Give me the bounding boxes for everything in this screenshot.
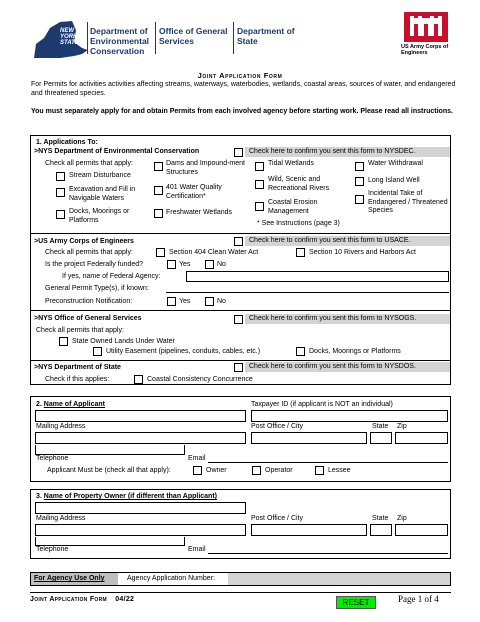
nysdos-confirm-label: Check here to confirm you sent this form to NYSDOS. — [249, 363, 416, 370]
federally-funded-label: Is the project Federally funded? — [45, 261, 144, 268]
incidental-take-checkbox[interactable] — [355, 195, 364, 204]
nysdec-confirm-checkbox[interactable] — [234, 148, 243, 157]
agency-use-label: For Agency Use Only — [34, 575, 105, 582]
federal-agency-label: If yes, name of Federal Agency: — [62, 273, 161, 280]
taxpayer-id-input[interactable] — [251, 410, 448, 422]
lessee-label: Lessee — [328, 467, 351, 474]
owner-city-input[interactable] — [251, 524, 367, 536]
owner-email-label: Email — [188, 546, 206, 553]
reset-button[interactable]: RESET — [336, 596, 376, 609]
castle-icon — [404, 12, 448, 42]
federal-agency-input[interactable] — [186, 271, 449, 282]
notice-text: You must separately apply for and obtain Permits from each involved agency before starting work. Please read all instructions. — [31, 108, 453, 115]
tidal-wetlands-label: Tidal Wetlands — [268, 160, 314, 167]
intro-text: For Permits for activities activities affecting streams, waterways, waterbodies, wetlands, coastal areas, sources of water, and endangered and threatened species. — [31, 81, 456, 97]
applicant-city-input[interactable] — [251, 432, 367, 444]
nysogs-check-all: Check all permits that apply: — [36, 327, 124, 334]
section404-label: Section 404 Clean Water Act — [169, 249, 259, 256]
logo-ny-line2: YORK — [60, 34, 78, 40]
nysdos-confirm-checkbox[interactable] — [234, 363, 243, 372]
stream-disturbance-label: Stream Disturbance — [69, 172, 131, 179]
usace-check-all: Check all permits that apply: — [45, 249, 133, 256]
funded-yes-checkbox[interactable] — [167, 260, 176, 269]
applicant-post-office-label: Post Office / City — [251, 423, 303, 430]
operator-checkbox[interactable] — [252, 466, 261, 475]
applicant-name-input[interactable] — [35, 410, 246, 422]
funded-yes-label: Yes — [179, 261, 191, 268]
dams-label: Dams and Impound-ment Structures — [166, 160, 245, 176]
stream-disturbance-checkbox[interactable] — [56, 172, 65, 181]
section10-checkbox[interactable] — [296, 248, 305, 257]
owner-state-label: State — [372, 515, 389, 522]
incidental-take-label: Incidental Take of Endangered / Threatened Species — [368, 190, 448, 214]
usace-name: US Army Corps of Engineers — [401, 44, 449, 56]
docks-moorings-checkbox[interactable] — [56, 210, 65, 219]
applicant-telephone-label: Telephone — [36, 455, 69, 462]
divider — [30, 233, 451, 234]
logo-divider-2 — [155, 22, 156, 54]
wild-scenic-label: Wild, Scenic and Recreational Rivers — [268, 176, 330, 192]
state-owned-checkbox[interactable] — [59, 337, 68, 346]
precon-yes-checkbox[interactable] — [167, 297, 176, 306]
nysogs-confirm-checkbox[interactable] — [234, 315, 243, 324]
applicant-zip-input[interactable] — [395, 432, 448, 444]
water-withdrawal-checkbox[interactable] — [355, 162, 364, 171]
owner-email-input[interactable] — [208, 553, 448, 554]
water-withdrawal-label: Water Withdrawal — [368, 160, 423, 167]
divider — [30, 310, 451, 311]
owner-label: Owner — [206, 467, 227, 474]
water-quality-label: 401 Water Quality Certification* — [166, 184, 222, 200]
applicant-state-label: State — [372, 423, 389, 430]
nysdec-title: >NYS Department of Environmental Conservation — [34, 148, 200, 155]
lessee-checkbox[interactable] — [315, 466, 324, 475]
section2-heading: 2. Name of Applicant — [36, 401, 105, 408]
ogs-name: Office of General Services — [159, 26, 228, 46]
dec-name: Department of Environmental Conservation — [90, 26, 150, 56]
nysogs-title: >NYS Office of General Services — [34, 315, 142, 322]
dos-name: Department of State — [237, 26, 295, 46]
applicant-state-input[interactable] — [370, 432, 392, 444]
water-quality-checkbox[interactable] — [154, 186, 163, 195]
applicant-mailing-label: Mailing Address — [36, 423, 86, 430]
coastal-erosion-checkbox[interactable] — [255, 202, 264, 211]
owner-post-office-label: Post Office / City — [251, 515, 303, 522]
page-number: Page 1 of 4 — [398, 594, 439, 604]
applicant-mailing-input[interactable] — [35, 432, 246, 444]
section404-checkbox[interactable] — [156, 248, 165, 257]
applicant-must-label: Applicant Must be (check all that apply): — [47, 467, 171, 474]
general-permit-label: General Permit Type(s), if known: — [45, 285, 149, 292]
nysogs-confirm-label: Check here to confirm you sent this form to NYSOGS. — [249, 315, 417, 322]
owner-mailing-label: Mailing Address — [36, 515, 86, 522]
precon-no-label: No — [217, 298, 226, 305]
nysdos-title: >NYS Department of State — [34, 364, 121, 371]
wild-scenic-checkbox[interactable] — [255, 180, 264, 189]
owner-zip-input[interactable] — [395, 524, 448, 536]
agency-app-number-input[interactable] — [228, 573, 450, 585]
section10-label: Section 10 Rivers and Harbors Act — [309, 249, 416, 256]
section1-heading: 1. Applications To: — [36, 139, 98, 146]
owner-state-input[interactable] — [370, 524, 392, 536]
nysdec-confirm-label: Check here to confirm you sent this form to NYSDEC. — [249, 148, 416, 155]
section3-heading: 3. Name of Property Owner (if different than Applicant) — [36, 493, 217, 500]
logo-ny-line1: NEW — [60, 28, 74, 34]
utility-checkbox[interactable] — [93, 347, 102, 356]
precon-no-checkbox[interactable] — [205, 297, 214, 306]
funded-no-checkbox[interactable] — [205, 260, 214, 269]
see-instructions: * See Instructions (page 3) — [257, 220, 340, 227]
section2-title: Name of Applicant — [43, 401, 105, 408]
usace-logo — [404, 12, 448, 42]
footer-rule — [30, 592, 451, 593]
nys-logo — [30, 18, 90, 60]
usace-confirm-label: Check here to confirm you sent this form to USACE. — [249, 237, 411, 244]
excavation-fill-checkbox[interactable] — [56, 188, 65, 197]
general-permit-input[interactable] — [166, 292, 449, 293]
footer-form-name: Joint Application Form 04/22 — [30, 596, 135, 603]
docks-moorings-label: Docks, Moorings or Platforms — [69, 208, 130, 224]
taxpayer-label: Taxpayer ID (if applicant is NOT an individual) — [251, 401, 393, 408]
usace-confirm-checkbox[interactable] — [234, 237, 243, 246]
footer-date: 04/22 — [115, 596, 135, 603]
owner-checkbox[interactable] — [193, 466, 202, 475]
coastal-erosion-label: Coastal Erosion Management — [268, 199, 318, 215]
utility-label: Utility Easement (pipelines, conduits, cables, etc.) — [106, 348, 261, 355]
precon-yes-label: Yes — [179, 298, 191, 305]
dams-checkbox[interactable] — [154, 162, 163, 171]
preconstruction-label: Preconstruction Notification: — [45, 298, 133, 305]
logo-divider-3 — [233, 22, 234, 54]
divider — [30, 360, 451, 361]
owner-mailing-input[interactable] — [35, 524, 246, 536]
owner-telephone-input[interactable] — [35, 537, 185, 546]
coastal-consistency-checkbox[interactable] — [134, 375, 143, 384]
section3-title: Name of Property Owner (if different than Applicant) — [43, 493, 217, 500]
freshwater-wetlands-label: Freshwater Wetlands — [166, 209, 233, 216]
tidal-wetlands-checkbox[interactable] — [255, 162, 264, 171]
applicant-telephone-input[interactable] — [35, 445, 185, 455]
funded-no-label: No — [217, 261, 226, 268]
excavation-fill-label: Excavation and Fill in Navigable Waters — [69, 186, 136, 202]
owner-telephone-label: Telephone — [36, 546, 69, 553]
usace-title: >US Army Corps of Engineers — [34, 238, 134, 245]
nysdos-check-if: Check if this applies: — [45, 376, 110, 383]
freshwater-wetlands-checkbox[interactable] — [154, 209, 163, 218]
long-island-well-checkbox[interactable] — [355, 177, 364, 186]
owner-name-input[interactable] — [35, 502, 246, 514]
applicant-email-input[interactable] — [208, 462, 448, 463]
form-title: Joint Application Form — [197, 71, 283, 80]
state-owned-label: State Owned Lands Under Water — [72, 338, 175, 345]
operator-label: Operator — [265, 467, 293, 474]
applicant-email-label: Email — [188, 455, 206, 462]
ogs-docks-label: Docks, Moorings or Platforms — [309, 348, 401, 355]
owner-zip-label: Zip — [397, 515, 407, 522]
coastal-consistency-label: Coastal Consistency Concurrence — [147, 376, 253, 383]
logo-divider — [87, 22, 88, 54]
ogs-docks-checkbox[interactable] — [296, 347, 305, 356]
applicant-zip-label: Zip — [397, 423, 407, 430]
long-island-well-label: Long Island Well — [368, 177, 420, 184]
logo-ny-line3: STATE — [60, 40, 79, 46]
agency-app-number-label: Agency Application Number: — [127, 575, 215, 582]
nysdec-check-all: Check all permits that apply: — [45, 160, 133, 167]
